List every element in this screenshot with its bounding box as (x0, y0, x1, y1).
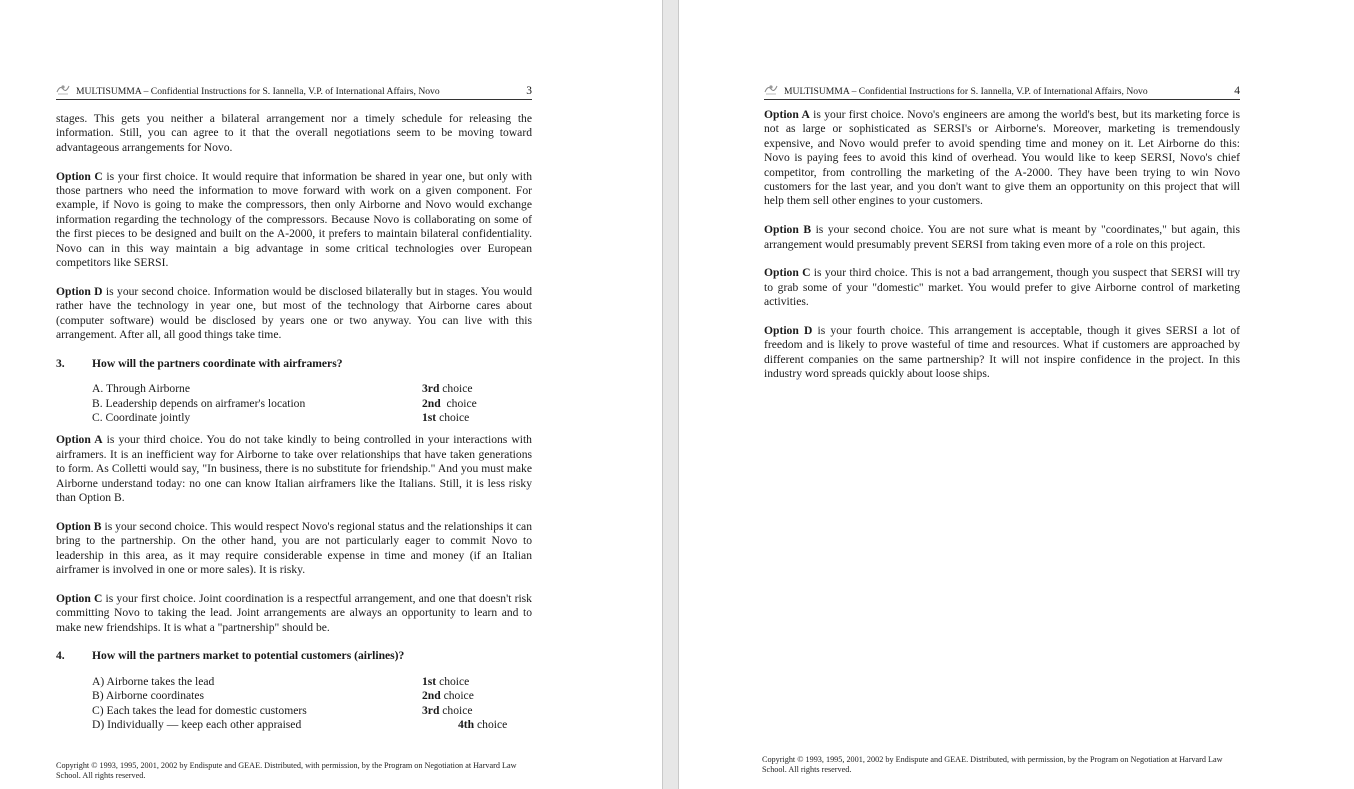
document-page-3 (0, 0, 662, 789)
choice-row: A) Airborne takes the lead 1st choice (92, 674, 470, 688)
paragraph-q3-option-c: Option C is your first choice. Joint coordination is a respectful arrangement, and one that doesn't risk committing Novo to taking the lead. Joint arrangements are always an opportunity to learn and to make new friendships. It is what a "partnership" should be. (56, 591, 532, 634)
option-label: Option A (56, 433, 103, 447)
option-label: Option A (764, 108, 810, 121)
page-footer: Copyright © 1993, 1995, 2001, 2002 by Endispute and GEAE. Distributed, with permission, by the Program on Negotiation at Harvard Law School. All rights reserved. (762, 755, 1223, 774)
option-label: Option B (764, 223, 812, 237)
question-3-heading: 3. How will the partners coordinate with airframers? (56, 356, 343, 370)
option-label: Option D (56, 284, 103, 298)
option-label: Option C (56, 591, 103, 605)
page-header (764, 83, 1240, 100)
paragraph-option-a: Option A is your first choice. Novo's engineers are among the world's best, but its marketing force is not as large or sophisticated as SERSI's or Airborne's. Moreover, marketing is tremendously expensive, and Novo would prefer to avoid spending time and money on it. Let Airborne do this: Novo is paying fees to avoid this kind of overhead. You would like to keep SERSI, Novo's chief competitor, from controlling the marketing of the A-2000. They have been trying to win Novo customers for the last year, and you don't want to give them an opportunity on this project that will help them sell other engines to your customers. (764, 108, 1240, 208)
page-number: 4 (1234, 85, 1240, 97)
page-body (764, 108, 1240, 396)
paragraph-intro: stages. This gets you neither a bilateral arrangement nor a timely schedule for releasing the information. Still, you can agree to it that the overall negotiations seem to be moving toward advantageous arrangements for Novo. (56, 112, 532, 154)
header-title: MULTISUMMA – Confidential Instructions for S. Iannella, V.P. of International Affairs, Novo (784, 86, 1148, 97)
choice-row: C) Each takes the lead for domestic customers 3rd choice (92, 703, 473, 717)
page-header (56, 83, 532, 100)
question-4-choices (92, 675, 532, 733)
option-label: Option C (764, 266, 811, 280)
choice-row: B) Airborne coordinates 2nd choice (92, 689, 474, 703)
paragraph-option-c: Option C is your third choice. This is not a bad arrangement, though you suspect that SERSI will try to grab some of your "domestic" market. You would prefer to give Airborne control of marketing activities. (764, 266, 1240, 309)
header-title: MULTISUMMA – Confidential Instructions for S. Iannella, V.P. of International Affairs, Novo (76, 86, 440, 97)
document-page-4 (679, 0, 1354, 789)
logo-icon (56, 83, 70, 95)
question-3-choices (92, 382, 532, 425)
option-label: Option D (764, 324, 813, 338)
page-footer: Copyright © 1993, 1995, 2001, 2002 by Endispute and GEAE. Distributed, with permission, by the Program on Negotiation at Harvard Law School. All rights reserved. (56, 761, 517, 780)
choice-row: A. Through Airborne 3rd choice (92, 382, 473, 396)
logo-icon (764, 83, 778, 95)
choice-row: C. Coordinate jointly 1st choice (92, 411, 470, 425)
option-label: Option C (56, 169, 103, 183)
question-4-heading: 4. How will the partners market to potential customers (airlines)? (56, 649, 405, 663)
option-label: Option B (56, 519, 102, 533)
paragraph-option-c: Option C is your first choice. It would require that information be shared in year one, but only with those partners who need the information to move forward with work on a given component. For example, if Novo is going to make the compressors, then only Airborne and Novo would exchange information regarding the technology of the compressors. Because Novo is collaborating on some of the first pieces to be designed and built on the A-2000, it prefers to maintain bilateral confidentiality. Novo can in this way maintain a big advantage in some critical technologies over European competitors like SERSI. (56, 169, 532, 270)
paragraph-option-b: Option B is your second choice. You are not sure what is meant by "coordinates," but again, this arrangement would presumably prevent SERSI from taking even more of a role on this project. (764, 223, 1240, 251)
choice-row: D) Individually — keep each other appraised 4th choice (92, 718, 508, 732)
page-number: 3 (526, 85, 532, 97)
choice-row: B. Leadership depends on airframer's location 2nd choice (92, 396, 477, 410)
paragraph-q3-option-b: Option B is your second choice. This would respect Novo's regional status and the relationships it can bring to the partnership. On the other hand, you are not particularly eager to commit Novo to leadership in this area, as it may require considerable expense in time and money (if an Italian airframer is involved in one or more sales). It is risky. (56, 519, 532, 577)
paragraph-option-d: Option D is your fourth choice. This arrangement is acceptable, though it gives SERSI a lot of freedom and is likely to prove wasteful of time and resources. What if customers are approached by different companies on the same partnership? It will not inspire confidence in the project. In this industry word spreads quickly about loose ships. (764, 324, 1240, 381)
page-gutter (662, 0, 679, 789)
paragraph-q3-option-a: Option A is your third choice. You do not take kindly to being controlled in your interactions with airframers. It is an inefficient way for Airborne to take over relationships that have taken generations to form. As Colletti would say, "In business, there is no substitute for friendship." And you must make Airborne understand today: no one can know Italian airframers like the Italians. Still, it is less risky than Option B. (56, 433, 532, 505)
page-body (56, 112, 532, 740)
paragraph-option-d: Option D is your second choice. Information would be disclosed bilaterally but in stages. You would rather have the technology in year one, but most of the technology that Airborne cares about (computer software) would be disclosed by years one or two anyway. You can live with this arrangement. After all, all good things take time. (56, 284, 532, 342)
